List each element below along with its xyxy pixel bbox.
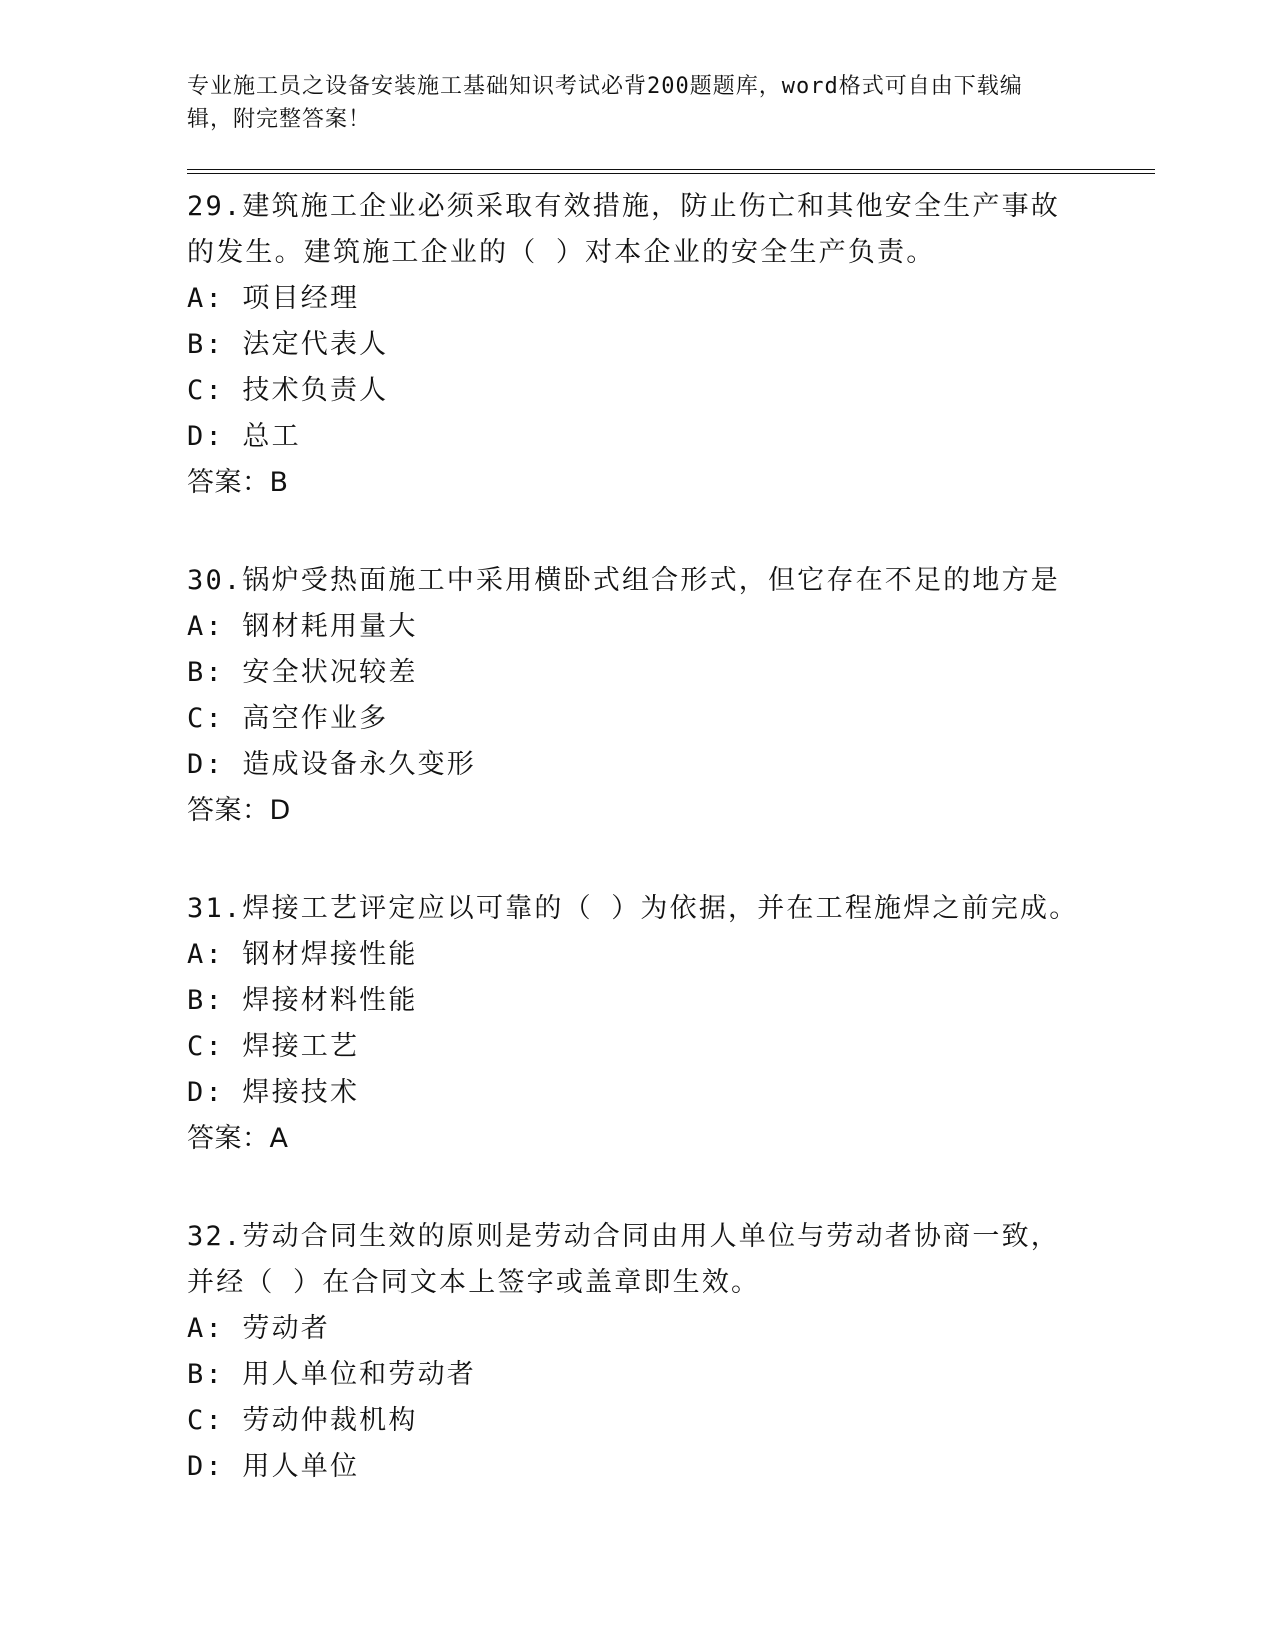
option-d: D: 用人单位 xyxy=(187,1451,360,1482)
option-d: D: 总工 xyxy=(187,421,301,452)
option-a: A: 钢材耗用量大 xyxy=(187,611,418,642)
question-stem: 30.锅炉受热面施工中采用横卧式组合形式，但它存在不足的地方是 xyxy=(187,565,1060,596)
option-b: B: 安全状况较差 xyxy=(187,657,418,688)
answer-line: 答案：D xyxy=(187,795,291,826)
option-c: C: 焊接工艺 xyxy=(187,1031,360,1062)
option-d: D: 造成设备永久变形 xyxy=(187,749,476,780)
question-32 xyxy=(187,1214,1155,1490)
question-30 xyxy=(187,558,1155,834)
header-divider xyxy=(187,169,1155,174)
option-a: A: 项目经理 xyxy=(187,283,360,314)
option-b: B: 法定代表人 xyxy=(187,329,389,360)
option-c: C: 高空作业多 xyxy=(187,703,389,734)
option-c: C: 技术负责人 xyxy=(187,375,389,406)
question-31 xyxy=(187,886,1155,1162)
option-d: D: 焊接技术 xyxy=(187,1077,360,1108)
document-page xyxy=(187,70,1155,1490)
question-stem: 31.焊接工艺评定应以可靠的（ ）为依据，并在工程施焊之前完成。 xyxy=(187,893,1079,924)
option-b: B: 用人单位和劳动者 xyxy=(187,1359,476,1390)
option-a: A: 钢材焊接性能 xyxy=(187,939,418,970)
question-stem: 32.劳动合同生效的原则是劳动合同由用人单位与劳动者协商一致，并经（ ）在合同文本上签字或盖章即生效。 xyxy=(187,1221,1060,1298)
option-a: A: 劳动者 xyxy=(187,1313,330,1344)
option-c: C: 劳动仲裁机构 xyxy=(187,1405,418,1436)
question-29 xyxy=(187,184,1155,506)
document-header: 专业施工员之设备安装施工基础知识考试必背200题题库，word格式可自由下载编辑，附完整答案！ xyxy=(187,74,1023,132)
option-b: B: 焊接材料性能 xyxy=(187,985,418,1016)
answer-line: 答案：B xyxy=(187,467,289,498)
question-stem: 29.建筑施工企业必须采取有效措施，防止伤亡和其他安全生产事故的发生。建筑施工企业的（ ）对本企业的安全生产负责。 xyxy=(187,191,1060,268)
answer-line: 答案：A xyxy=(187,1123,289,1154)
